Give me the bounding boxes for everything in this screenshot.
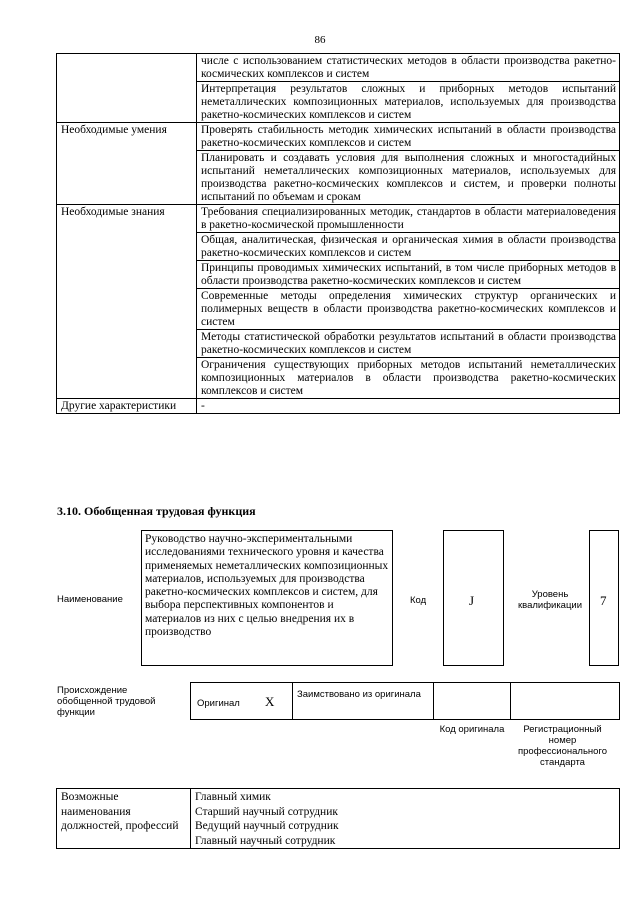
code-original-cell — [433, 682, 511, 720]
level-value: 7 — [600, 593, 607, 608]
table-row — [57, 205, 620, 233]
table-cell: Общая, аналитическая, физическая и органическая химия в области производства ракетно-космических комплексов и систем — [197, 233, 620, 261]
origin-row — [190, 682, 620, 720]
code-original-caption: Код оригинала — [439, 724, 505, 735]
positions-label: Возможные наименования должностей, профессий — [57, 789, 191, 849]
list-item: Главный научный сотрудник — [195, 834, 336, 847]
borrowed-cell — [292, 682, 434, 720]
table-cell: Проверять стабильность методик химических испытаний в области производства ракетно-космических комплексов и систем — [197, 123, 620, 151]
page-number: 86 — [314, 34, 326, 46]
list-item: Главный химик — [195, 791, 271, 803]
original-mark: X — [265, 694, 275, 709]
name-label: Наименование — [57, 594, 123, 605]
reg-number-caption: Регистрационный номер профессионального стандарта — [518, 724, 607, 768]
table-cell: Планировать и создавать условия для выполнения сложных и многостадийных испытаний неметаллических композиционных материалов, используемых для производства ракетно-космических комплексов и систем, и проверки полноты испытаний по объемам и срокам — [197, 151, 620, 205]
table-cell: Интерпретация результатов сложных и приборных методов испытаний неметаллических композиционных материалов, используемых для производства ракетно-космических комплексов и систем — [197, 82, 620, 123]
section-heading: 3.10. Обобщенная трудовая функция — [57, 504, 256, 518]
name-value: Руководство научно-экспериментальными исследованиями технического уровня и качества применяемых неметаллических композиционных материалов, используемых для производства ракетно-космических комплексов и систем, для выбора перспективных компонентов и материалов из них с целью внедрения их в производство — [145, 533, 389, 639]
name-value-box — [141, 530, 393, 666]
code-value: J — [469, 593, 475, 608]
row-label-other: Другие характеристики — [57, 399, 197, 414]
origin-label: Происхождение обобщенной трудовой функции — [57, 685, 156, 718]
code-label: Код — [410, 595, 427, 606]
row-label-skills: Необходимые умения — [57, 123, 197, 205]
table-cell: Методы статистической обработки результатов испытаний в области производства ракетно-космических комплексов и систем — [197, 330, 620, 358]
original-label: Оригинал — [197, 698, 240, 709]
competency-table — [56, 53, 620, 414]
table-row — [57, 789, 620, 849]
list-item: Старший научный сотрудник — [195, 805, 338, 818]
level-label: Уровень квалификации — [517, 589, 583, 611]
table-cell: Требования специализированных методик, стандартов в области материаловедения в ракетно-космической промышленности — [197, 205, 620, 233]
table-cell: Принципы проводимых химических испытаний, в том числе приборных методов в области производства ракетно-космических комплексов и систем — [197, 261, 620, 289]
table-row — [57, 399, 620, 414]
row-label — [57, 54, 197, 123]
table-row — [57, 54, 620, 82]
row-label-knowledge: Необходимые знания — [57, 205, 197, 399]
positions-table — [56, 788, 620, 849]
table-cell: числе с использованием статистических методов в области производства ракетно-космических комплексов и систем — [197, 54, 620, 82]
table-cell: - — [197, 399, 620, 414]
list-item: Ведущий научный сотрудник — [195, 820, 339, 832]
table-cell: Ограничения существующих приборных методов испытаний неметаллических композиционных материалов в области производства ракетно-космических комплексов и систем — [197, 358, 620, 399]
table-row — [57, 123, 620, 151]
positions-list — [191, 789, 620, 849]
table-cell: Современные методы определения химических структур органических и полимерных веществ в области производства ракетно-космических комплексов и систем — [197, 289, 620, 330]
borrowed-label: Заимствовано из оригинала — [297, 689, 421, 700]
